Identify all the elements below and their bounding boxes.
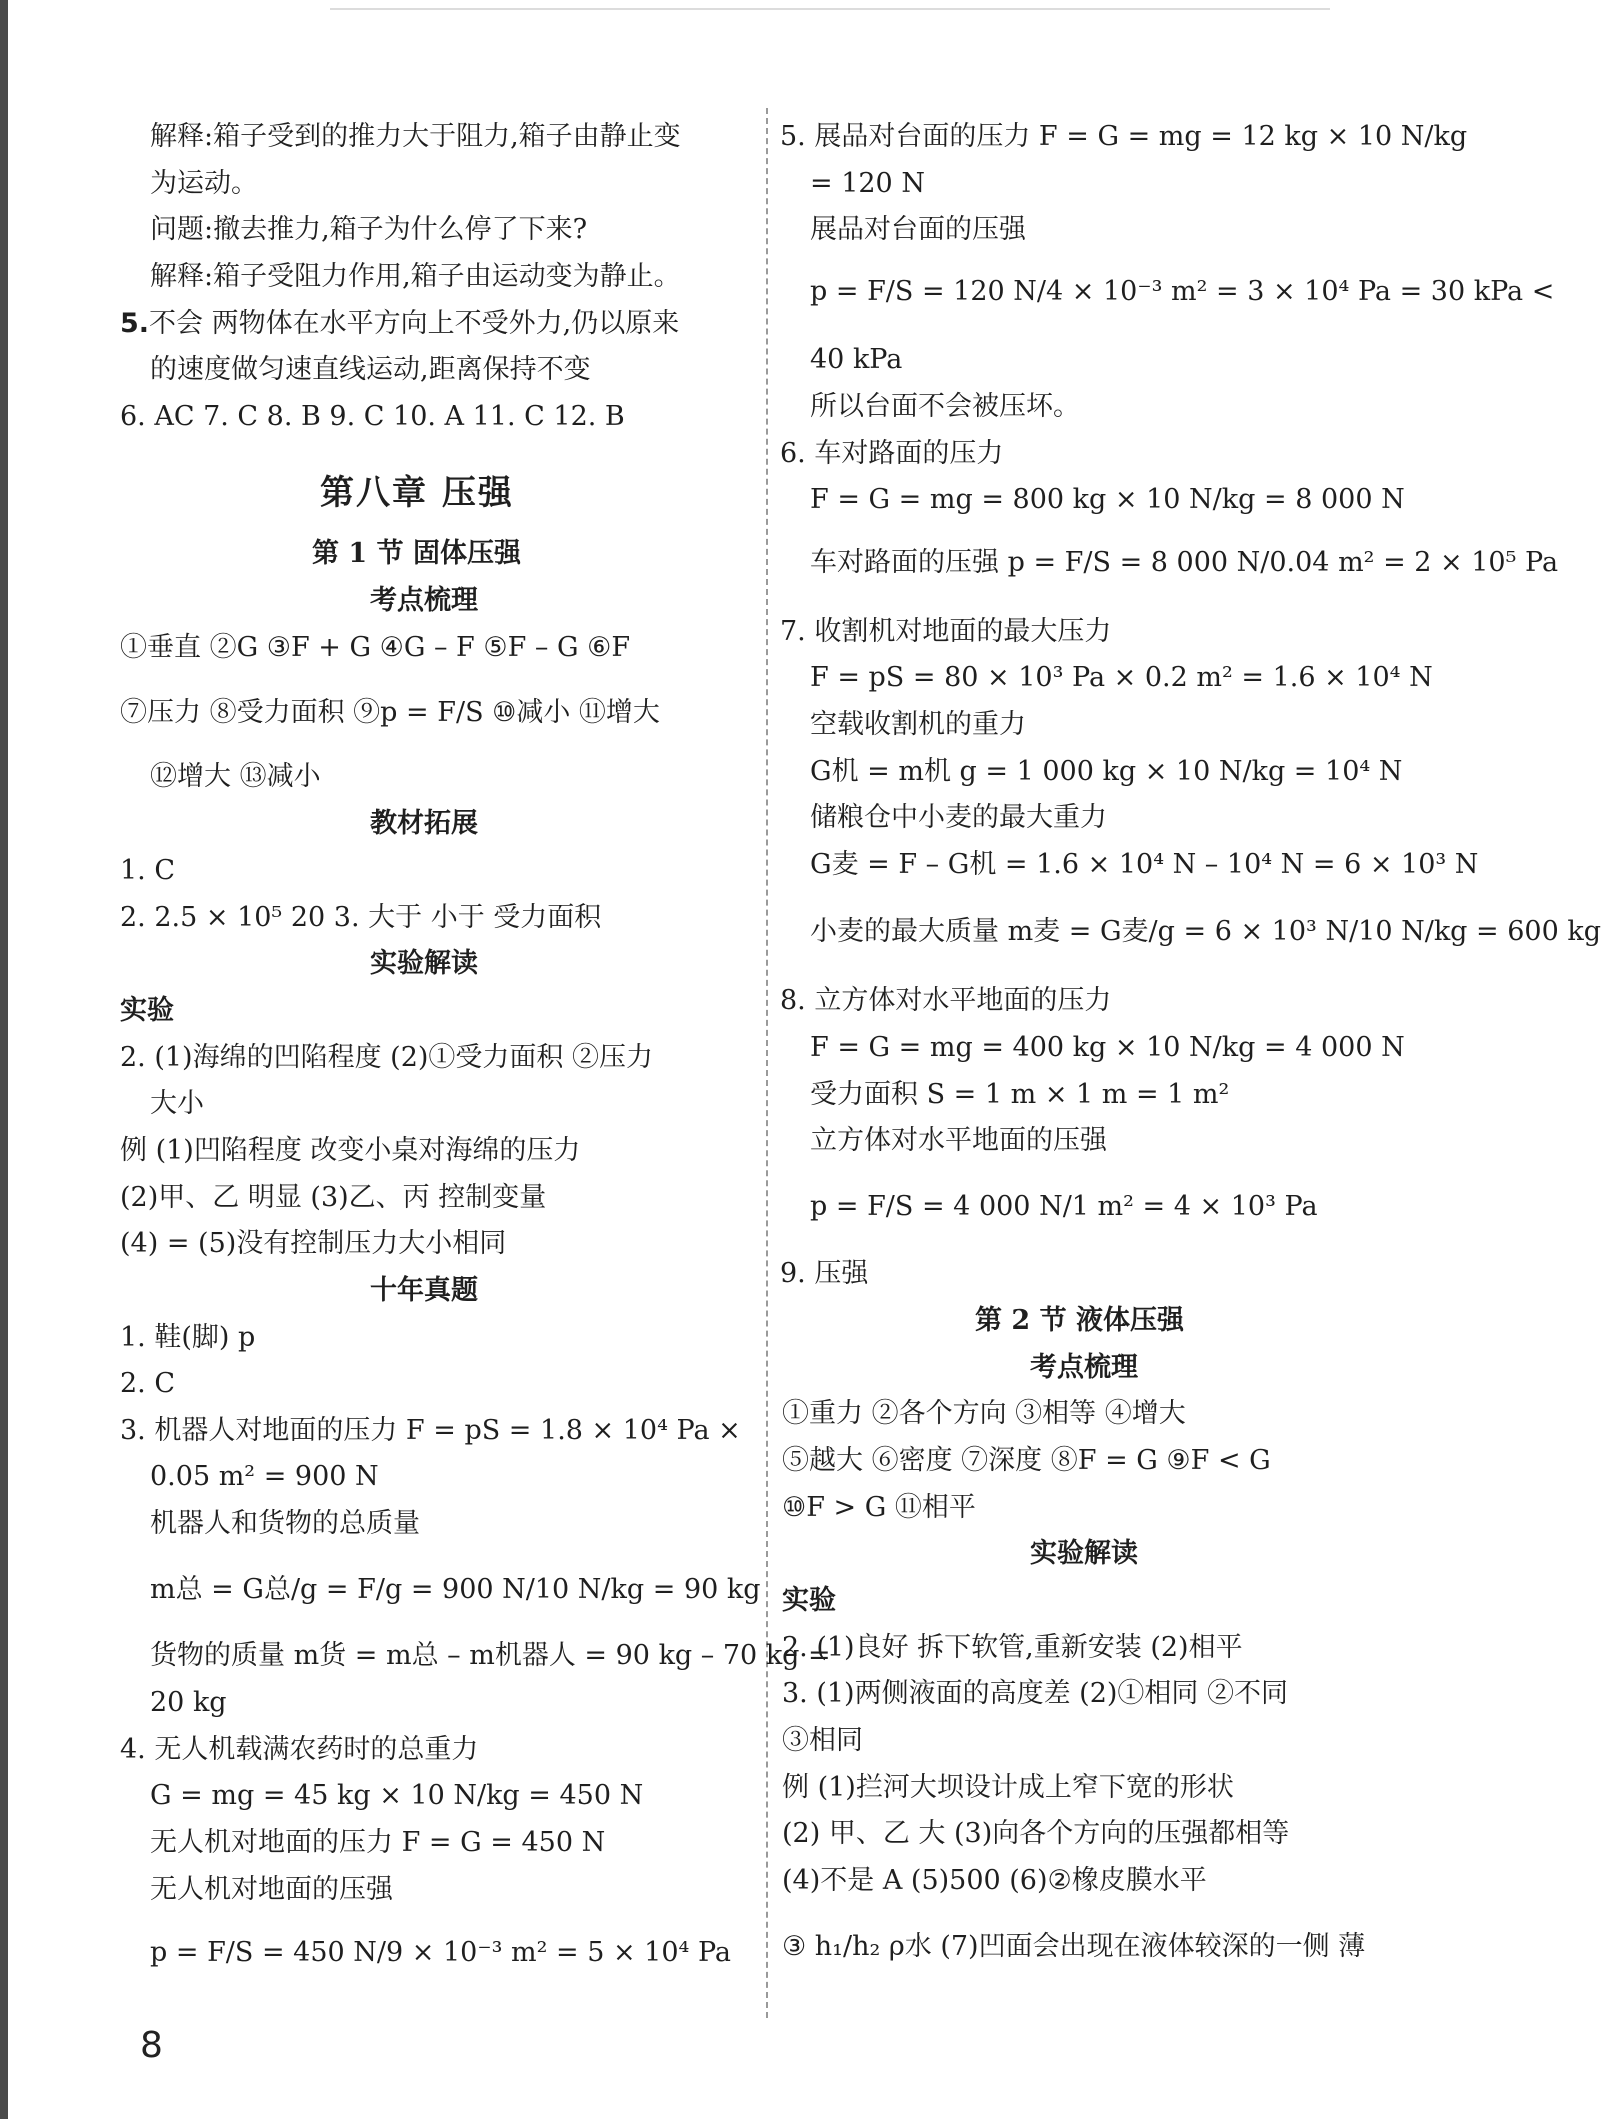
text-line: 6. 车对路面的压力 <box>780 438 1004 469</box>
text-line: (2) 甲、乙 大 (3)向各个方向的压强都相等 <box>782 1818 1290 1849</box>
text-line: G麦 = F – G机 = 1.6 × 10⁴ N – 10⁴ N = 6 × 10³ N <box>810 849 1479 880</box>
text-line: 4. 无人机载满农药时的总重力 <box>120 1734 479 1765</box>
answer-text: 不会 两物体在水平方向上不受外力,仍以原来 <box>149 308 680 339</box>
text-line: ⑤越大 ⑥密度 ⑦深度 ⑧F = G ⑨F < G <box>782 1445 1271 1476</box>
formula-line: 小麦的最大质量 m麦 = G麦/g = 6 × 10³ N/10 N/kg = 600 kg <box>810 916 1601 947</box>
column-divider <box>766 108 768 2018</box>
label-experiment: 实验 <box>120 995 174 1026</box>
subsection-heading: 考点梳理 <box>1030 1352 1138 1383</box>
text-line: 2. (1)海绵的凹陷程度 (2)①受力面积 ②压力 <box>120 1042 653 1073</box>
section-title: 第 2 节 液体压强 <box>975 1305 1184 1336</box>
text-line: 2. 2.5 × 10⁵ 20 3. 大于 小于 受力面积 <box>120 902 602 933</box>
text-line: 解释:箱子受到的推力大于阻力,箱子由静止变 <box>150 121 681 152</box>
text-line: = 120 N <box>810 168 925 199</box>
text-line: 无人机对地面的压力 F = G = 450 N <box>150 1827 606 1858</box>
text-line: 货物的质量 m货 = m总 – m机器人 = 90 kg – 70 kg = <box>150 1640 831 1671</box>
text-line: 例 (1)拦河大坝设计成上窄下宽的形状 <box>782 1772 1234 1803</box>
text-line: 例 (1)凹陷程度 改变小桌对海绵的压力 <box>120 1135 581 1166</box>
formula-line: 车对路面的压强 p = F/S = 8 000 N/0.04 m² = 2 × 10⁵ Pa <box>810 547 1559 578</box>
text-line: 为运动。 <box>150 168 258 199</box>
text-line: (2)甲、乙 明显 (3)乙、丙 控制变量 <box>120 1182 547 1213</box>
text-line: 的速度做匀速直线运动,距离保持不变 <box>150 354 591 385</box>
text-line: ③相同 <box>782 1725 863 1756</box>
answer-number: 5. <box>120 308 150 339</box>
subsection-heading: 实验解读 <box>1030 1538 1138 1569</box>
text-line: 7. 收割机对地面的最大压力 <box>780 616 1112 647</box>
text-line: 1. 鞋(脚) p <box>120 1322 256 1353</box>
text-line: 2. C <box>120 1368 176 1399</box>
label-experiment: 实验 <box>782 1585 836 1616</box>
text-line: 8. 立方体对水平地面的压力 <box>780 985 1112 1016</box>
answer-5 <box>120 306 679 342</box>
page-edge-shadow <box>0 0 8 2119</box>
text-line: G机 = m机 g = 1 000 kg × 10 N/kg = 10⁴ N <box>810 756 1403 787</box>
top-rule <box>330 8 1330 10</box>
text-line: 0.05 m² = 900 N <box>150 1461 379 1492</box>
subsection-heading: 考点梳理 <box>370 585 478 616</box>
subsection-heading: 教材拓展 <box>370 808 478 839</box>
text-line: ⑫增大 ⑬减小 <box>150 761 321 792</box>
text-line: 解释:箱子受阻力作用,箱子由运动变为静止。 <box>150 261 681 292</box>
formula-line: ③ h₁/h₂ ρ水 (7)凹面会出现在液体较深的一侧 薄 <box>782 1931 1366 1962</box>
text-line: 40 kPa <box>810 344 903 375</box>
text-line: (4)不是 A (5)500 (6)②橡皮膜水平 <box>782 1865 1207 1896</box>
formula-line: p = F/S = 120 N/4 × 10⁻³ m² = 3 × 10⁴ Pa = 30 kPa < <box>810 276 1555 307</box>
text-line: ①重力 ②各个方向 ③相等 ④增大 <box>782 1398 1186 1429</box>
text-line: 立方体对水平地面的压强 <box>810 1125 1107 1156</box>
text-line: ⑩F > G ⑪相平 <box>782 1492 976 1523</box>
text-line: 9. 压强 <box>780 1258 869 1289</box>
text-line: G = mg = 45 kg × 10 N/kg = 450 N <box>150 1780 644 1811</box>
formula-line: p = F/S = 450 N/9 × 10⁻³ m² = 5 × 10⁴ Pa <box>150 1937 732 1968</box>
text-line: 5. 展品对台面的压力 F = G = mg = 12 kg × 10 N/kg <box>780 121 1468 152</box>
answer-line: 6. AC 7. C 8. B 9. C 10. A 11. C 12. B <box>120 401 625 432</box>
formula-line: m总 = G总/g = F/g = 900 N/10 N/kg = 90 kg <box>150 1574 761 1605</box>
text-line: 储粮仓中小麦的最大重力 <box>810 802 1107 833</box>
text-line: 2. (1)良好 拆下软管,重新安装 (2)相平 <box>782 1632 1243 1663</box>
subsection-heading: 十年真题 <box>370 1275 478 1306</box>
section-title: 第 1 节 固体压强 <box>312 538 521 569</box>
text-line: 3. 机器人对地面的压力 F = pS = 1.8 × 10⁴ Pa × <box>120 1415 741 1446</box>
text-line: 20 kg <box>150 1687 227 1718</box>
text-line: 1. C <box>120 855 176 886</box>
text-line: 3. (1)两侧液面的高度差 (2)①相同 ②不同 <box>782 1678 1288 1709</box>
text-line: 受力面积 S = 1 m × 1 m = 1 m² <box>810 1079 1230 1110</box>
chapter-title: 第八章 压强 <box>320 473 514 513</box>
text-line: 机器人和货物的总质量 <box>150 1508 420 1539</box>
text-line: 大小 <box>150 1088 204 1119</box>
text-line: (4) = (5)没有控制压力大小相同 <box>120 1228 507 1259</box>
text-line: F = G = mg = 400 kg × 10 N/kg = 4 000 N <box>810 1032 1405 1063</box>
text-line: 问题:撤去推力,箱子为什么停了下来? <box>150 214 588 245</box>
page-number: 8 <box>140 2025 163 2066</box>
text-line: F = G = mg = 800 kg × 10 N/kg = 8 000 N <box>810 484 1405 515</box>
formula-line: p = F/S = 4 000 N/1 m² = 4 × 10³ Pa <box>810 1191 1318 1222</box>
text-line: F = pS = 80 × 10³ Pa × 0.2 m² = 1.6 × 10⁴ N <box>810 662 1433 693</box>
subsection-heading: 实验解读 <box>370 948 478 979</box>
text-line: 无人机对地面的压强 <box>150 1874 393 1905</box>
text-line: 空载收割机的重力 <box>810 709 1026 740</box>
text-line: 展品对台面的压强 <box>810 214 1026 245</box>
text-line: 所以台面不会被压坏。 <box>810 391 1080 422</box>
text-line: ⑦压力 ⑧受力面积 ⑨p = F/S ⑩减小 ⑪增大 <box>120 697 660 728</box>
text-line: ①垂直 ②G ③F + G ④G – F ⑤F – G ⑥F <box>120 632 631 663</box>
